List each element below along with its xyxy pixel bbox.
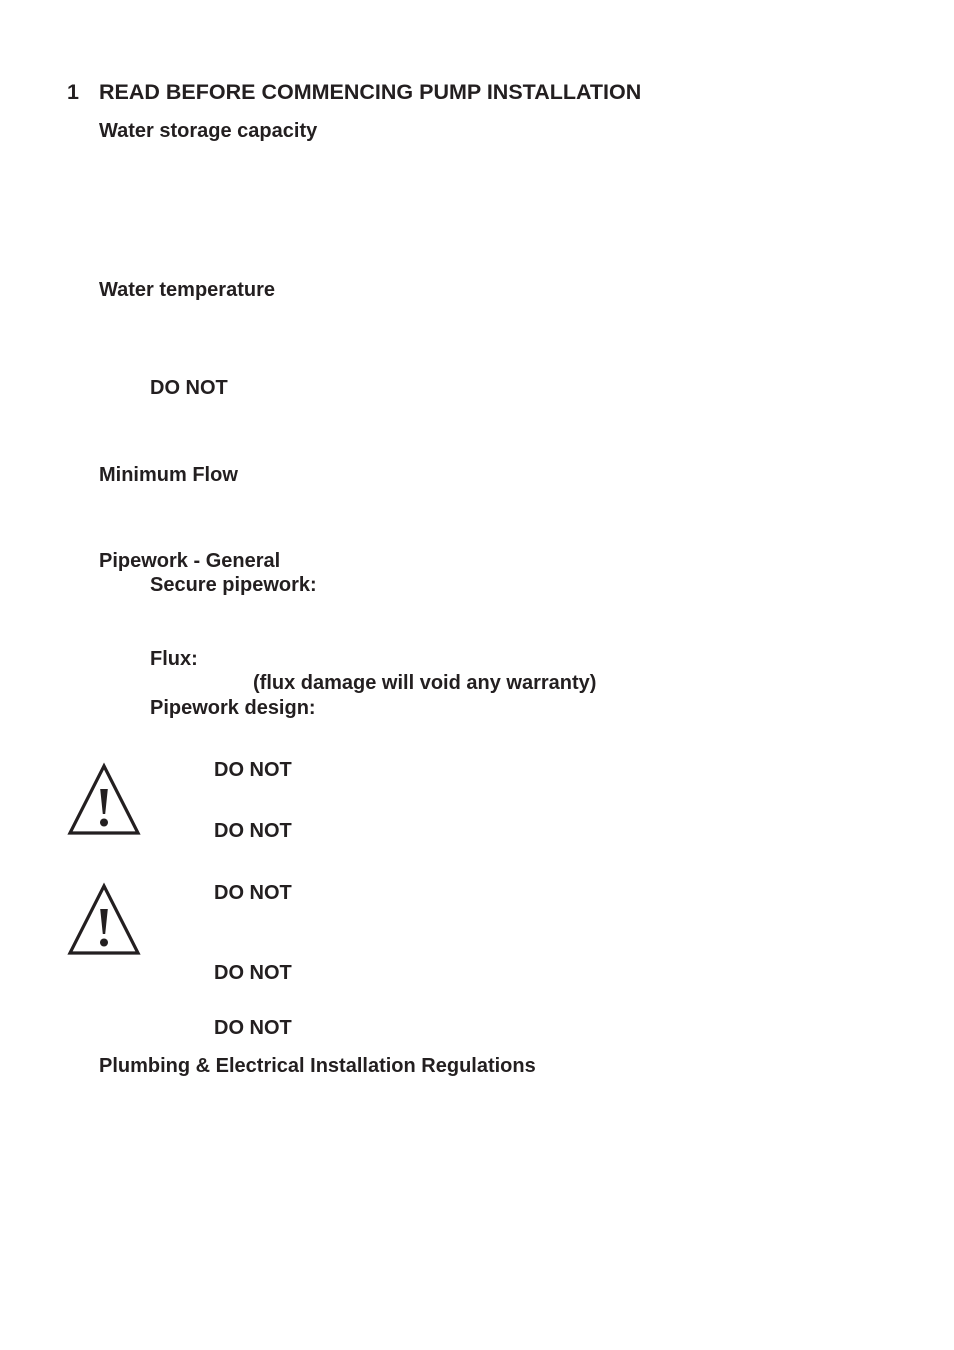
heading-water-temperature: Water temperature xyxy=(99,279,275,301)
temperature-do-not: DO NOT xyxy=(150,377,228,399)
warning-do-not-2: DO NOT xyxy=(214,820,292,842)
warning-do-not-3: DO NOT xyxy=(214,882,292,904)
subheading-flux: Flux: xyxy=(150,648,198,670)
heading-pipework-general: Pipework - General xyxy=(99,550,281,572)
flux-warranty-note: (flux damage will void any warranty) xyxy=(253,672,597,694)
heading-water-storage-capacity: Water storage capacity xyxy=(99,120,318,142)
warning-do-not-1: DO NOT xyxy=(214,759,292,781)
warning-do-not-4: DO NOT xyxy=(214,962,292,984)
warning-triangle-icon xyxy=(67,882,141,956)
warning-do-not-5: DO NOT xyxy=(214,1017,292,1039)
subheading-pipework-design: Pipework design: xyxy=(150,697,316,719)
subheading-secure-pipework: Secure pipework: xyxy=(150,574,317,596)
heading-installation-regulations: Plumbing & Electrical Installation Regulations xyxy=(99,1055,536,1077)
warning-triangle-icon xyxy=(67,762,141,836)
section-title: READ BEFORE COMMENCING PUMP INSTALLATION xyxy=(99,80,642,104)
heading-minimum-flow: Minimum Flow xyxy=(99,464,238,486)
section-number: 1 xyxy=(67,80,79,104)
